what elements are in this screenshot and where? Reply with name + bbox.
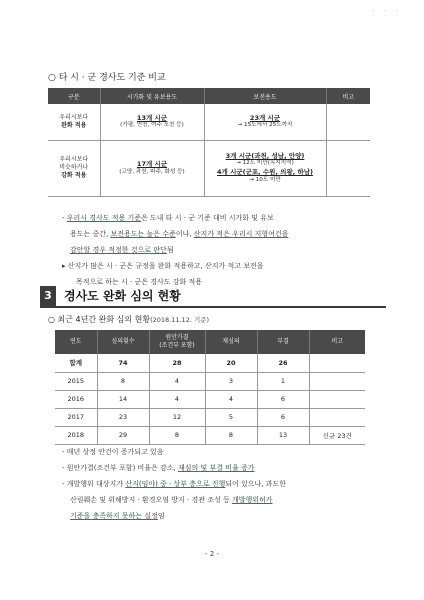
note-cell <box>309 390 365 408</box>
header-rejected: 부결 <box>257 330 309 354</box>
approved-cell: 8 <box>149 426 205 444</box>
header-year: 연도 <box>55 330 97 354</box>
category-cell: 우리시보다 완화 적용 <box>48 104 100 140</box>
header-note: 비고 <box>326 88 370 104</box>
note-cell <box>309 372 365 390</box>
note-cell: 신규 23건 <box>309 426 365 444</box>
year-cell: 2015 <box>55 372 97 390</box>
rejected-cell: 26 <box>257 354 309 372</box>
header-count: 심의횟수 <box>97 330 149 354</box>
count-cell: 74 <box>97 354 149 372</box>
conservation-cell: 23개 시군 → 15도에서 25도까지 <box>204 104 326 140</box>
corner-mark: · · · <box>372 8 402 15</box>
section-3-header <box>40 284 386 308</box>
rejected-cell: 6 <box>257 408 309 426</box>
table-row <box>48 104 370 140</box>
year-cell: 합계 <box>55 354 97 372</box>
count-cell: 23 <box>97 408 149 426</box>
count-cell: 14 <box>97 390 149 408</box>
table-row <box>55 354 365 372</box>
table-row <box>55 390 365 408</box>
approved-cell: 28 <box>149 354 205 372</box>
header-conservation: 보전용도 <box>204 88 326 104</box>
comparison-table <box>48 88 370 197</box>
count-cell: 29 <box>97 426 149 444</box>
rejected-cell: 13 <box>257 426 309 444</box>
header-review: 재심의 <box>205 330 257 354</box>
table-row <box>55 372 365 390</box>
table-row <box>55 408 365 426</box>
note-cell <box>309 354 365 372</box>
review-bullet-2: - 원안가결(조건부 포함) 비율은 감소, 재심의 및 부결 비율 증가 <box>62 464 255 472</box>
rejected-cell: 1 <box>257 372 309 390</box>
header-urban: 시가화 및 유보용도 <box>100 88 204 104</box>
conservation-cell: 3개 시군(과천, 성남, 안양) → 12도 미만(녹지지역) 4개 시군(군포, 수원, 의왕, 하남) → 10도 미만 <box>204 140 326 196</box>
urban-cell: 17개 시군 (고양, 과천, 파주, 화성 등) <box>100 140 204 196</box>
header-approved: 원안가결 (조건부 포함) <box>149 330 205 354</box>
approved-cell: 4 <box>149 390 205 408</box>
review-table <box>55 330 365 445</box>
urban-cell: 13개 시군 (가평, 연천, 여주 포천 등) <box>100 104 204 140</box>
review-cell: 4 <box>205 390 257 408</box>
review-cell: 5 <box>205 408 257 426</box>
comparison-heading: ○ 타 시 · 군 경사도 기준 비교 <box>48 73 166 83</box>
review-subheading: ○ 최근 4년간 완화 심의 현황(2018.11.12. 기준) <box>48 315 210 324</box>
review-cell: 3 <box>205 372 257 390</box>
year-cell: 2017 <box>55 408 97 426</box>
year-cell: 2016 <box>55 390 97 408</box>
review-bullet-3: - 개발행위 대상지가 산지(임야) 중 · 상부 층으로 진행되어 있으나, 과도한 산림훼손 및 위해방지 · 환경오염 방지 · 경관 조성 등 개발행위허가 기준을 충족하지 못하는 실정임 <box>62 480 287 520</box>
note-cell <box>326 140 370 196</box>
comparison-bullet-1: - 우리시 경사도 적용 기준은 도내 타 시 · 군 기준 대비 시가화 및 유보 용도는 중간, 보전용도는 높은 수준이나, 산지가 적은 우리시 지형여건을 감안할 경우 적정한 것으로 판단됨 <box>62 214 289 254</box>
note-cell <box>326 104 370 140</box>
header-category: 구분 <box>48 88 100 104</box>
approved-cell: 12 <box>149 408 205 426</box>
rejected-cell: 6 <box>257 390 309 408</box>
section-title: 경사도 완화 심의 현황 <box>64 289 181 303</box>
header-note: 비고 <box>309 330 365 354</box>
review-cell: 8 <box>205 426 257 444</box>
approved-cell: 4 <box>149 372 205 390</box>
review-cell: 20 <box>205 354 257 372</box>
year-cell: 2018 <box>55 426 97 444</box>
count-cell: 8 <box>97 372 149 390</box>
page-number: - 2 - <box>205 550 219 558</box>
table-row <box>48 140 370 196</box>
table-row <box>55 426 365 444</box>
section-number: 3 <box>40 286 56 306</box>
note-cell <box>309 408 365 426</box>
review-bullet-1: - 매년 상정 안건이 증가되고 있음 <box>62 448 164 456</box>
category-cell: 우리시보다 비슷하거나 강화 적용 <box>48 140 100 196</box>
comparison-bullet-2: ▸ 산지가 많은 시 · 군은 규정을 완화 적용하고, 산지가 적고 보전을 목적으로 하는 시 · 군은 경사도 강화 적용 <box>62 262 264 286</box>
